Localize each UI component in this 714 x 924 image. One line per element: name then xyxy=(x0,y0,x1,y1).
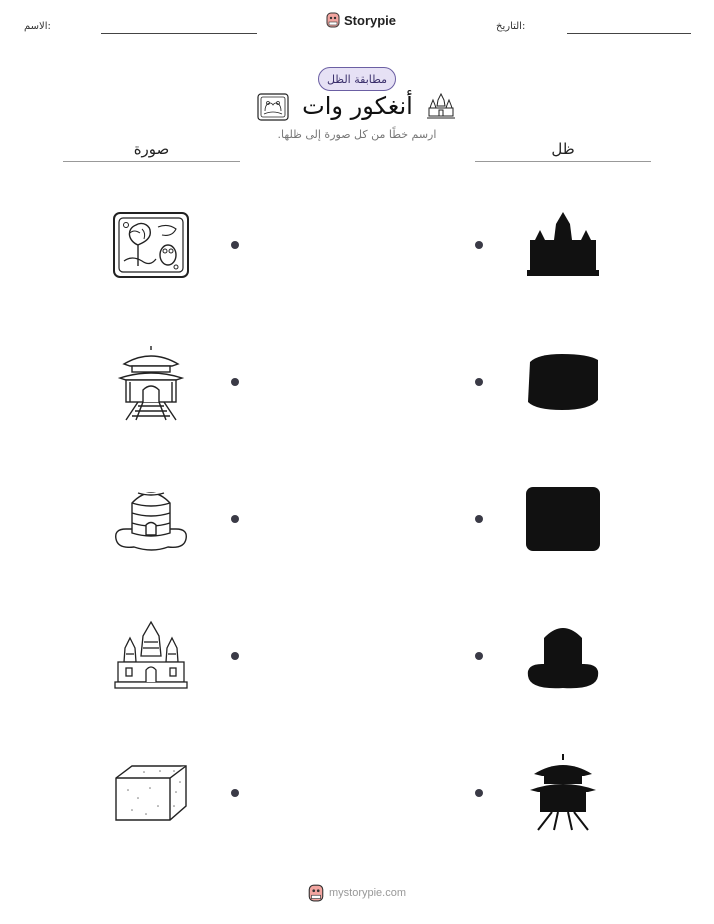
picture-connect-dot[interactable] xyxy=(231,789,239,797)
shadow-connect-dot[interactable] xyxy=(475,241,483,249)
carved-relief-panel-icon[interactable] xyxy=(112,211,190,279)
storypie-mascot-icon xyxy=(308,884,324,902)
storypie-mascot-icon xyxy=(326,12,340,28)
page-title: أنغكور وات xyxy=(302,92,413,120)
temple-towers-icon[interactable] xyxy=(114,620,188,690)
worksheet-type-badge: مطابقة الظل xyxy=(318,67,396,91)
stone-block-silhouette-icon[interactable] xyxy=(526,352,600,412)
column-header-picture: صورة xyxy=(133,140,170,158)
shadow-connect-dot[interactable] xyxy=(475,515,483,523)
temple-towers-silhouette-icon[interactable] xyxy=(526,210,600,278)
footer-url[interactable]: mystorypie.com xyxy=(329,887,407,899)
column-header-shadow: ظل xyxy=(551,140,575,158)
footer-brand xyxy=(308,884,406,902)
brand-name: Storypie xyxy=(344,12,397,28)
shadow-connect-dot[interactable] xyxy=(475,378,483,386)
column-divider-shadow xyxy=(475,161,651,162)
brand-logo xyxy=(326,12,396,28)
pavilion-gate-icon[interactable] xyxy=(116,344,186,422)
instructions: ارسم خطًا من كل صورة إلى ظلها. xyxy=(277,128,437,141)
date-label: التاريخ: xyxy=(496,21,526,32)
picture-connect-dot[interactable] xyxy=(231,378,239,386)
round-hut-silhouette-icon[interactable] xyxy=(524,620,602,690)
picture-connect-dot[interactable] xyxy=(231,515,239,523)
date-field-line[interactable] xyxy=(567,33,691,34)
pavilion-gate-silhouette-icon[interactable] xyxy=(528,752,598,832)
square-panel-silhouette-icon[interactable] xyxy=(524,485,602,553)
picture-connect-dot[interactable] xyxy=(231,241,239,249)
shadow-connect-dot[interactable] xyxy=(475,652,483,660)
stone-block-icon[interactable] xyxy=(114,762,188,822)
picture-connect-dot[interactable] xyxy=(231,652,239,660)
carved-relief-title-icon xyxy=(257,93,289,121)
temple-towers-title-icon xyxy=(426,92,456,120)
round-stone-hut-icon[interactable] xyxy=(112,483,190,553)
name-field-line[interactable] xyxy=(101,33,257,34)
name-label: الاسم: xyxy=(24,21,51,32)
column-divider-picture xyxy=(63,161,240,162)
shadow-connect-dot[interactable] xyxy=(475,789,483,797)
